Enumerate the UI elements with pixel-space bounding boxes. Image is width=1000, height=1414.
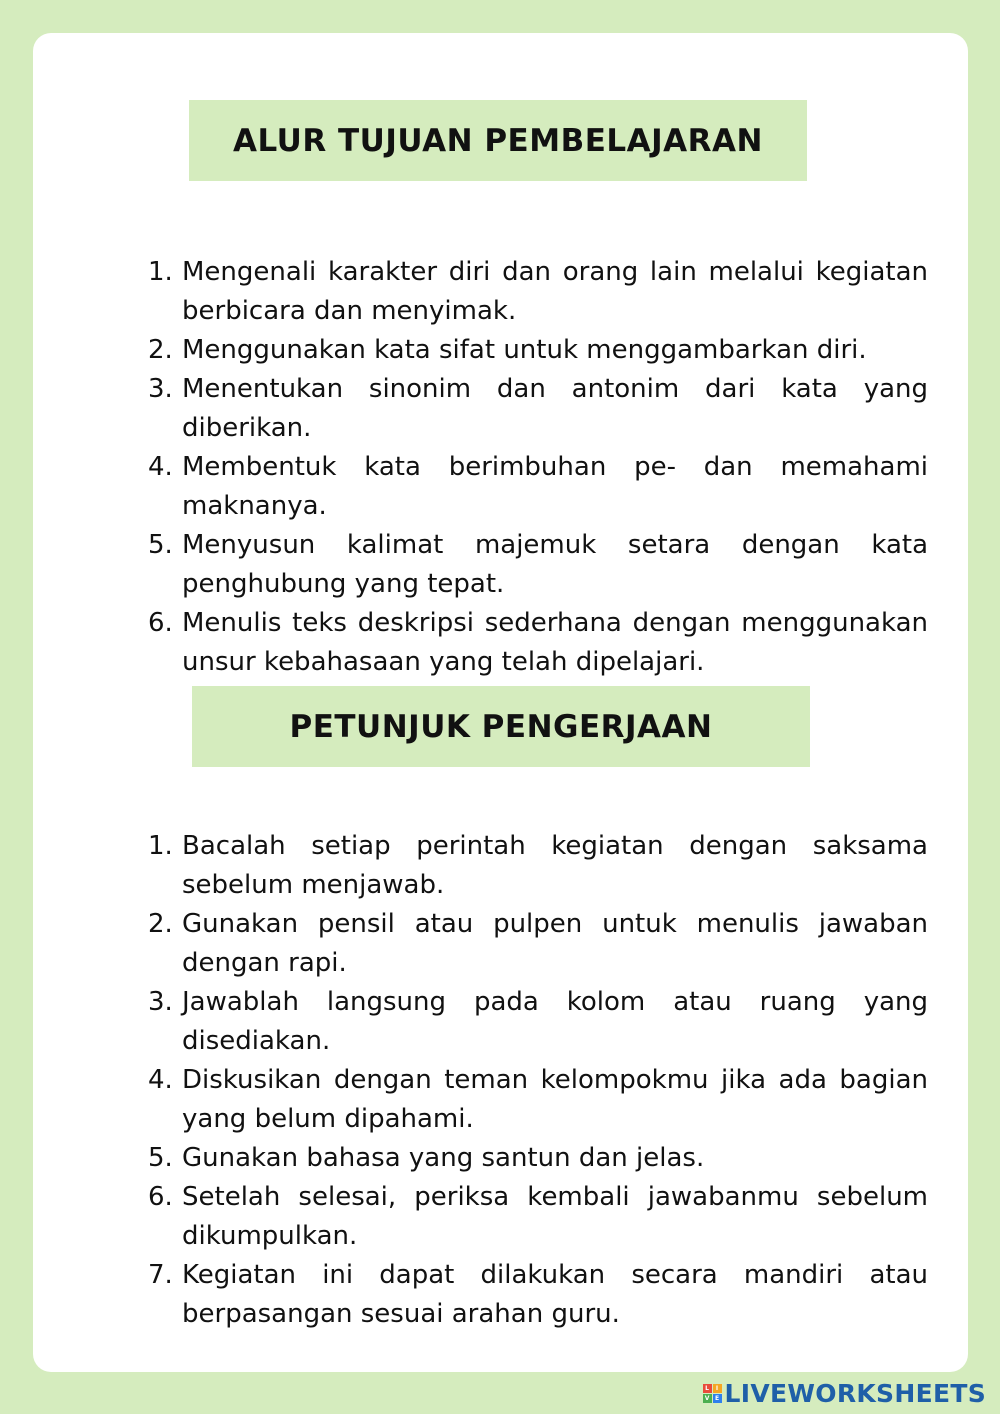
liveworksheets-logo-icon xyxy=(703,1384,722,1403)
list-item xyxy=(148,526,928,604)
learning-goals-list xyxy=(148,253,928,682)
item-text: Setelah selesai, periksa kembali jawabanmu sebelum dikumpulkan. xyxy=(182,1182,928,1251)
logo-tile: L xyxy=(703,1384,712,1393)
item-text: Bacalah setiap perintah kegiatan dengan saksama sebelum menjawab. xyxy=(182,831,928,900)
item-number: 2. xyxy=(148,909,173,939)
item-number: 3. xyxy=(148,987,173,1017)
logo-tile: V xyxy=(703,1394,712,1403)
item-number: 2. xyxy=(148,335,173,365)
list-item xyxy=(148,905,928,983)
list-item xyxy=(148,1256,928,1334)
item-text: Gunakan pensil atau pulpen untuk menulis jawaban dengan rapi. xyxy=(182,909,928,978)
item-number: 5. xyxy=(148,530,173,560)
item-number: 3. xyxy=(148,374,173,404)
logo-tile: E xyxy=(713,1394,722,1403)
item-number: 4. xyxy=(148,1065,173,1095)
list-item xyxy=(148,448,928,526)
item-text: Menulis teks deskripsi sederhana dengan menggunakan unsur kebahasaan yang telah dipelajari. xyxy=(182,608,928,677)
list-item xyxy=(148,1178,928,1256)
item-number: 7. xyxy=(148,1260,173,1290)
item-number: 6. xyxy=(148,1182,173,1212)
list-item xyxy=(148,604,928,682)
item-text: Menggunakan kata sifat untuk menggambarkan diri. xyxy=(182,335,867,365)
item-number: 4. xyxy=(148,452,173,482)
list-item xyxy=(148,983,928,1061)
list-item xyxy=(148,331,928,370)
list-item xyxy=(148,827,928,905)
item-text: Membentuk kata berimbuhan pe- dan memahami maknanya. xyxy=(182,452,928,521)
list-item xyxy=(148,370,928,448)
item-number: 5. xyxy=(148,1143,173,1173)
item-text: Gunakan bahasa yang santun dan jelas. xyxy=(182,1143,705,1173)
instructions-list xyxy=(148,827,928,1334)
section-title-instructions: PETUNJUK PENGERJAAN xyxy=(192,686,810,767)
list-item xyxy=(148,253,928,331)
liveworksheets-footer[interactable] xyxy=(703,1379,986,1408)
item-text: Jawablah langsung pada kolom atau ruang yang disediakan. xyxy=(182,987,928,1056)
section-title-learning-goals: ALUR TUJUAN PEMBELAJARAN xyxy=(189,100,807,181)
item-number: 1. xyxy=(148,257,173,287)
item-text: Kegiatan ini dapat dilakukan secara mandiri atau berpasangan sesuai arahan guru. xyxy=(182,1260,928,1329)
list-item xyxy=(148,1061,928,1139)
list-item xyxy=(148,1139,928,1178)
worksheet-card xyxy=(33,33,968,1372)
item-number: 1. xyxy=(148,831,173,861)
brand-name: LIVEWORKSHEETS xyxy=(724,1379,986,1408)
item-text: Menentukan sinonim dan antonim dari kata yang diberikan. xyxy=(182,374,928,443)
item-text: Diskusikan dengan teman kelompokmu jika ada bagian yang belum dipahami. xyxy=(182,1065,928,1134)
logo-tile: I xyxy=(713,1384,722,1393)
item-text: Menyusun kalimat majemuk setara dengan kata penghubung yang tepat. xyxy=(182,530,928,599)
item-text: Mengenali karakter diri dan orang lain melalui kegiatan berbicara dan menyimak. xyxy=(182,257,928,326)
item-number: 6. xyxy=(148,608,173,638)
